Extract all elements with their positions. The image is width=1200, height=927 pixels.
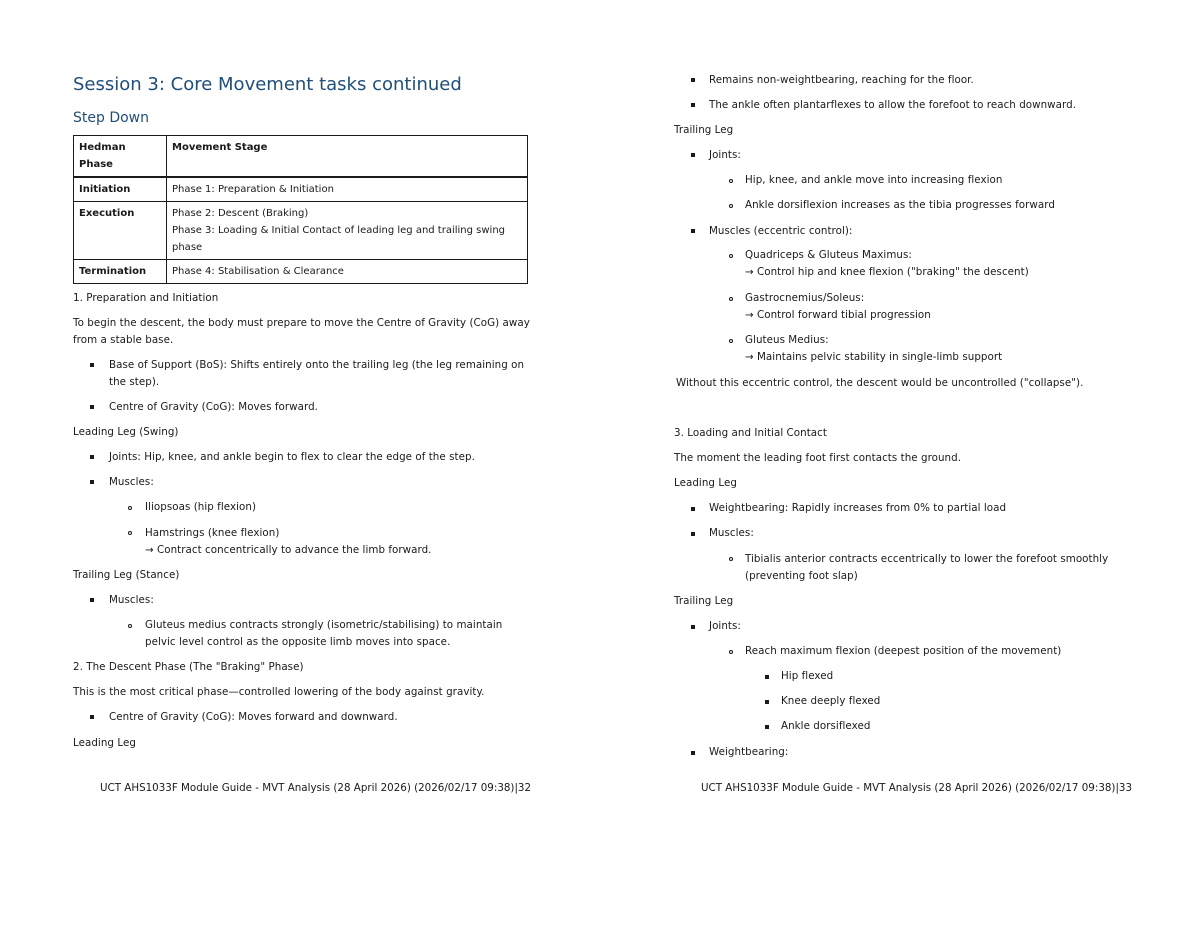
section-heading: 2. The Descent Phase (The "Braking" Phase) [73, 661, 304, 673]
section-subtitle: Step Down [73, 110, 149, 126]
list-item-continued: the step). [109, 376, 160, 388]
paragraph-line: To begin the descent, the body must prepare to move the Centre of Gravity (CoG) away [73, 317, 530, 329]
bullet-square-icon [90, 480, 94, 484]
table-cell-phase: Termination [74, 260, 167, 284]
bullet-square-icon [691, 153, 695, 157]
table-header-row [74, 136, 528, 178]
list-item-continued: → Control forward tibial progression [745, 309, 931, 321]
table-cell-phase: Initiation [74, 177, 167, 202]
list-item: Ankle dorsiflexed [781, 720, 871, 732]
list-item: Centre of Gravity (CoG): Moves forward and downward. [109, 711, 398, 723]
table-header-cell: Hedman Phase [74, 136, 167, 178]
bullet-square-icon [691, 78, 695, 82]
list-item-continued: → Control hip and knee flexion ("braking" the descent) [745, 266, 1029, 278]
list-item: Muscles: [109, 594, 154, 606]
bullet-circle-icon [128, 624, 132, 628]
bullet-circle-icon [128, 506, 132, 510]
list-item: Joints: [709, 620, 741, 632]
bullet-circle-icon [729, 254, 733, 258]
bullet-small-square-icon [765, 675, 769, 679]
page-footer: UCT AHS1033F Module Guide - MVT Analysis (28 April 2026) (2026/02/17 09:38)|33 [701, 782, 1133, 794]
subheading: Trailing Leg (Stance) [73, 569, 180, 581]
list-item: Gluteus Medius: [745, 334, 829, 346]
section-heading: 1. Preparation and Initiation [73, 292, 219, 304]
list-item: Muscles: [109, 476, 154, 488]
subheading: Leading Leg (Swing) [73, 426, 179, 438]
list-item-continued: (preventing foot slap) [745, 570, 858, 582]
list-item: Gluteus medius contracts strongly (isometric/stabilising) to maintain [145, 619, 503, 631]
list-item: Remains non-weightbearing, reaching for the floor. [709, 74, 974, 86]
subheading: Leading Leg [73, 737, 136, 749]
list-item: Muscles (eccentric control): [709, 225, 853, 237]
page-footer: UCT AHS1033F Module Guide - MVT Analysis (28 April 2026) (2026/02/17 09:38)|32 [100, 782, 532, 794]
list-item: Hip flexed [781, 670, 834, 682]
bullet-square-icon [691, 625, 695, 629]
bullet-circle-icon [729, 204, 733, 208]
list-item: Base of Support (BoS): Shifts entirely onto the trailing leg (the leg remaining on [109, 359, 525, 371]
bullet-square-icon [90, 455, 94, 459]
bullet-square-icon [691, 103, 695, 107]
bullet-square-icon [691, 532, 695, 536]
list-item: Tibialis anterior contracts eccentrically to lower the forefoot smoothly [745, 553, 1109, 565]
bullet-small-square-icon [765, 700, 769, 704]
subheading: Trailing Leg [674, 124, 734, 136]
bullet-small-square-icon [765, 725, 769, 729]
list-item: Hamstrings (knee flexion) [145, 527, 280, 539]
list-item: Gastrocnemius/Soleus: [745, 292, 865, 304]
page-title: Session 3: Core Movement tasks continued [73, 74, 462, 95]
list-item: Joints: [709, 149, 741, 161]
paragraph-line: from a stable base. [73, 334, 174, 346]
list-item: The ankle often plantarflexes to allow the forefoot to reach downward. [709, 99, 1077, 111]
list-item-continued: → Contract concentrically to advance the limb forward. [145, 544, 432, 556]
paragraph-line: The moment the leading foot first contacts the ground. [674, 452, 962, 464]
bullet-circle-icon [729, 557, 733, 561]
table-cell-phase: Execution [74, 202, 167, 260]
table-row [74, 202, 528, 260]
bullet-circle-icon [128, 531, 132, 535]
subheading: Leading Leg [674, 477, 737, 489]
bullet-square-icon [90, 715, 94, 719]
bullet-square-icon [90, 598, 94, 602]
list-item: Weightbearing: Rapidly increases from 0% to partial load [709, 502, 1007, 514]
list-item: Iliopsoas (hip flexion) [145, 501, 257, 513]
paragraph-line: This is the most critical phase—controlled lowering of the body against gravity. [73, 686, 485, 698]
table-cell-stage: Phase 1: Preparation & Initiation [167, 177, 528, 202]
bullet-circle-icon [729, 179, 733, 183]
bullet-circle-icon [729, 297, 733, 301]
list-item: Joints: Hip, knee, and ankle begin to flex to clear the edge of the step. [109, 451, 475, 463]
bullet-circle-icon [729, 650, 733, 654]
list-item: Muscles: [709, 527, 754, 539]
bullet-square-icon [90, 405, 94, 409]
list-item-continued: → Maintains pelvic stability in single-limb support [745, 351, 1003, 363]
list-item: Reach maximum flexion (deepest position of the movement) [745, 645, 1062, 657]
list-item-continued: pelvic level control as the opposite limb moves into space. [145, 636, 451, 648]
section-heading: 3. Loading and Initial Contact [674, 427, 827, 439]
list-item: Ankle dorsiflexion increases as the tibia progresses forward [745, 199, 1055, 211]
list-item: Knee deeply flexed [781, 695, 881, 707]
bullet-square-icon [691, 507, 695, 511]
bullet-square-icon [691, 229, 695, 233]
list-item: Centre of Gravity (CoG): Moves forward. [109, 401, 318, 413]
bullet-circle-icon [729, 339, 733, 343]
table-row [74, 177, 528, 202]
paragraph-line: Without this eccentric control, the descent would be uncontrolled ("collapse"). [676, 377, 1084, 389]
table-cell-stage: Phase 2: Descent (Braking) Phase 3: Loading & Initial Contact of leading leg and trailing swing phase [167, 202, 528, 260]
list-item: Weightbearing: [709, 746, 789, 758]
table-row [74, 260, 528, 284]
bullet-square-icon [90, 363, 94, 367]
list-item: Quadriceps & Gluteus Maximus: [745, 249, 912, 261]
table-header-cell: Movement Stage [167, 136, 528, 178]
table-cell-stage: Phase 4: Stabilisation & Clearance [167, 260, 528, 284]
list-item: Hip, knee, and ankle move into increasing flexion [745, 174, 1003, 186]
bullet-square-icon [691, 751, 695, 755]
subheading: Trailing Leg [674, 595, 734, 607]
phase-table [73, 135, 528, 284]
